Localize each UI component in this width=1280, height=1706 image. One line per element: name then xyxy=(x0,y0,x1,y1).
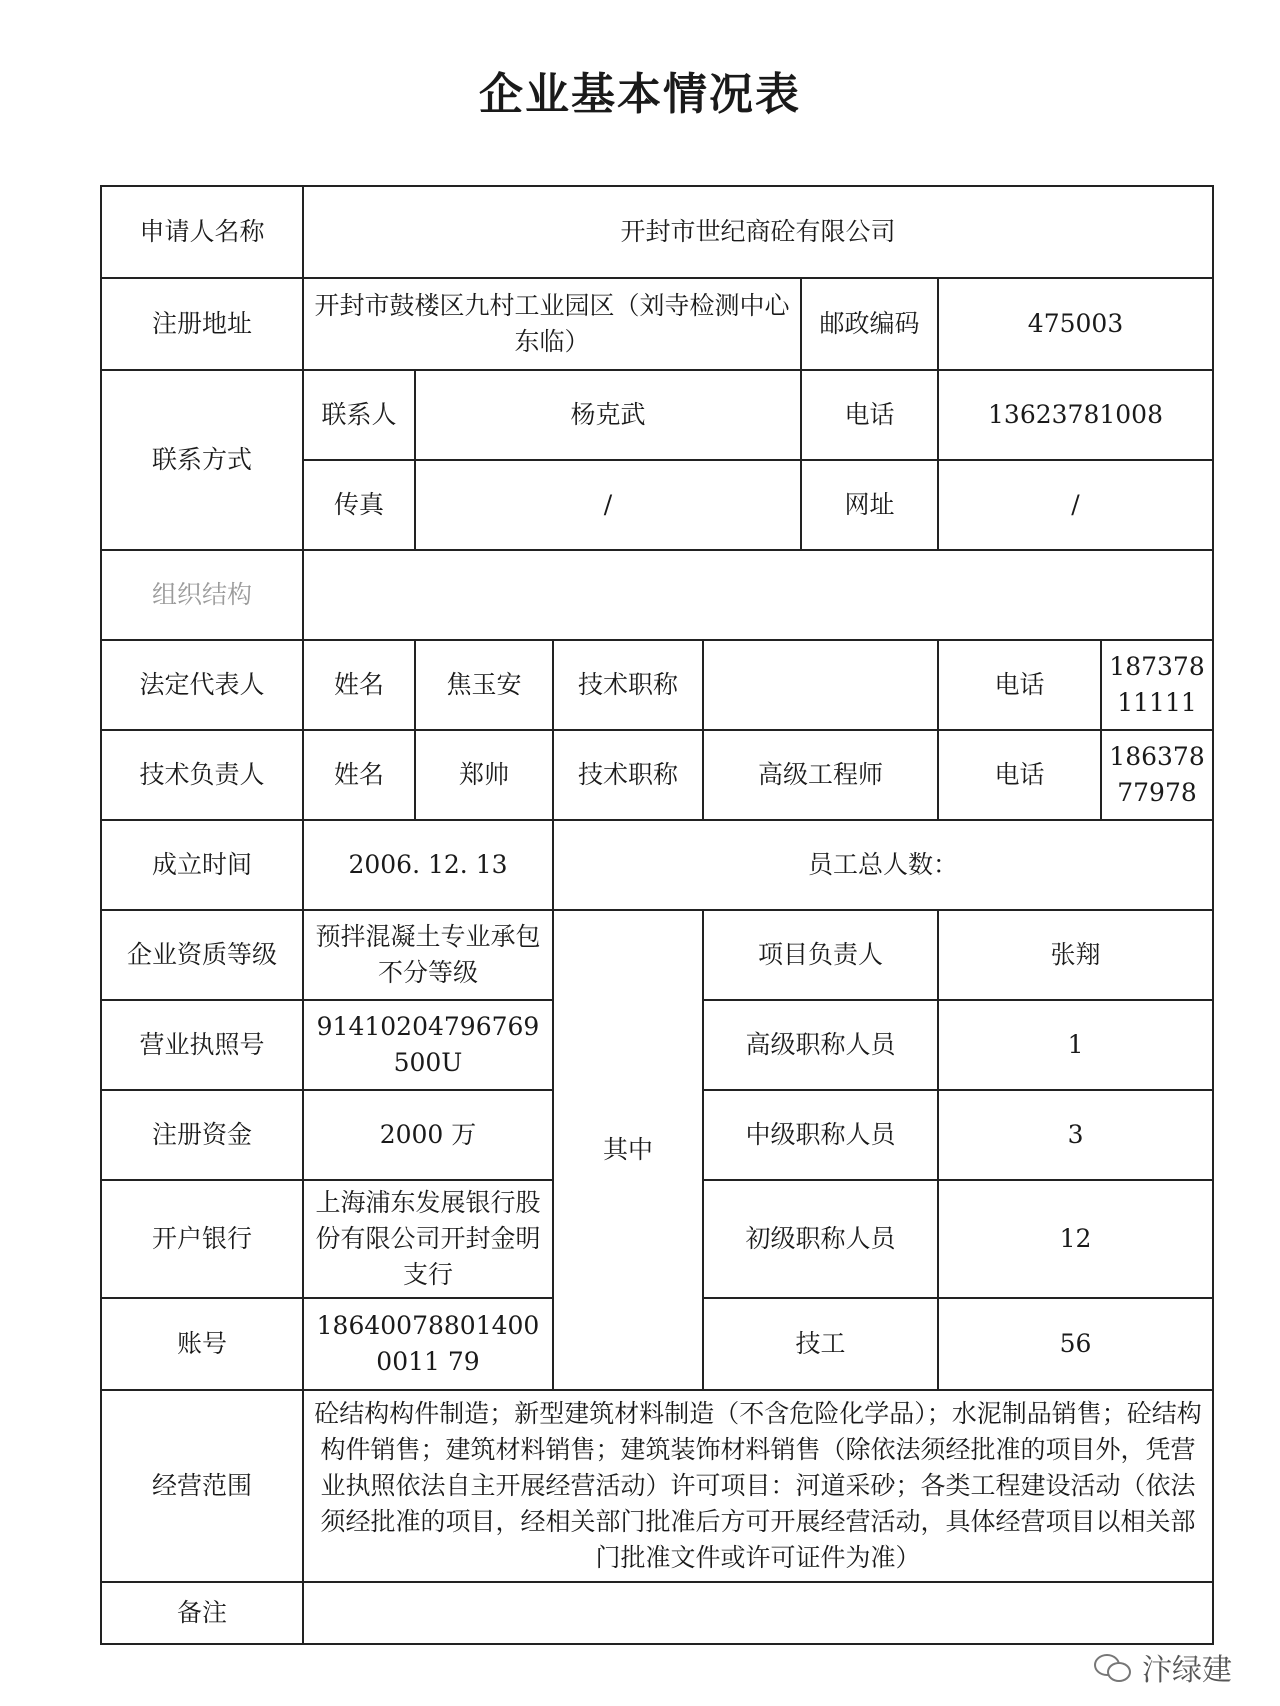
contact-person-label: 联系人 xyxy=(303,370,415,460)
junior-value: 12 xyxy=(938,1180,1213,1298)
staff-total-label: 员工总人数： xyxy=(553,820,1213,910)
bank-value: 上海浦东发展银行股份有限公司开封金明支行 xyxy=(303,1180,553,1298)
tech-lead-label: 技术负责人 xyxy=(101,730,303,820)
mid-value: 3 xyxy=(938,1090,1213,1180)
contact-row xyxy=(101,370,1213,460)
enterprise-info-table xyxy=(100,185,1214,1645)
tech-lead-title: 高级工程师 xyxy=(703,730,938,820)
contact-phone-label: 电话 xyxy=(801,370,938,460)
tech-worker-value: 56 xyxy=(938,1298,1213,1390)
senior-label: 高级职称人员 xyxy=(703,1000,938,1090)
legal-rep-name-label: 姓名 xyxy=(303,640,415,730)
project-lead-label: 项目负责人 xyxy=(703,910,938,1000)
qualification-label: 企业资质等级 xyxy=(101,910,303,1000)
legal-rep-label: 法定代表人 xyxy=(101,640,303,730)
address-value: 开封市鼓楼区九村工业园区（刘寺检测中心东临） xyxy=(303,278,801,370)
junior-label: 初级职称人员 xyxy=(703,1180,938,1298)
founded-value: 2006. 12. 13 xyxy=(303,820,553,910)
scope-value: 砼结构构件制造；新型建筑材料制造（不含危险化学品）；水泥制品销售；砼结构构件销售；建筑材料销售；建筑装饰材料销售（除依法须经批准的项目外，凭营业执照依法自主开展经营活动）许可项目：河道采砂；各类工程建设活动（依法须经批准的项目，经相关部门批准后方可开展经营活动，具体经营项目以相关部门批准文件或许可证件为准） xyxy=(303,1390,1213,1582)
tech-lead-row xyxy=(101,730,1213,820)
legal-rep-row xyxy=(101,640,1213,730)
postcode-label: 邮政编码 xyxy=(801,278,938,370)
remarks-label: 备注 xyxy=(101,1582,303,1644)
tech-lead-name-label: 姓名 xyxy=(303,730,415,820)
address-row xyxy=(101,278,1213,370)
page-title: 企业基本情况表 xyxy=(479,69,801,120)
tech-lead-name: 郑帅 xyxy=(415,730,553,820)
legal-rep-name: 焦玉安 xyxy=(415,640,553,730)
qualification-value: 预拌混凝土专业承包不分等级 xyxy=(303,910,553,1000)
web-value: / xyxy=(938,460,1213,550)
tech-lead-title-label: 技术职称 xyxy=(553,730,703,820)
legal-rep-title-label: 技术职称 xyxy=(553,640,703,730)
remarks-value xyxy=(303,1582,1213,1644)
license-label: 营业执照号 xyxy=(101,1000,303,1090)
account-label: 账号 xyxy=(101,1298,303,1390)
fax-value: / xyxy=(415,460,801,550)
license-value: 91410204796769500U xyxy=(303,1000,553,1090)
web-label: 网址 xyxy=(801,460,938,550)
contact-person-value: 杨克武 xyxy=(415,370,801,460)
legal-rep-phone-label: 电话 xyxy=(938,640,1101,730)
project-lead-value: 张翔 xyxy=(938,910,1213,1000)
remarks-row xyxy=(101,1582,1213,1644)
capital-label: 注册资金 xyxy=(101,1090,303,1180)
account-value: 186400788014000011 79 xyxy=(303,1298,553,1390)
applicant-label: 申请人名称 xyxy=(101,186,303,278)
qualification-row xyxy=(101,910,1213,1000)
address-label: 注册地址 xyxy=(101,278,303,370)
tech-lead-phone: 18637877978 xyxy=(1101,730,1213,820)
senior-value: 1 xyxy=(938,1000,1213,1090)
wechat-icon xyxy=(1094,1652,1132,1682)
tech-worker-label: 技工 xyxy=(703,1298,938,1390)
legal-rep-title xyxy=(703,640,938,730)
watermark xyxy=(1094,1645,1232,1689)
applicant-row xyxy=(101,186,1213,278)
scope-label: 经营范围 xyxy=(101,1390,303,1582)
legal-rep-phone: 18737811111 xyxy=(1101,640,1213,730)
bank-label: 开户银行 xyxy=(101,1180,303,1298)
among-label: 其中 xyxy=(553,910,703,1390)
contact-phone-value: 13623781008 xyxy=(938,370,1213,460)
founded-label: 成立时间 xyxy=(101,820,303,910)
org-label: 组织结构 xyxy=(101,550,303,640)
tech-lead-phone-label: 电话 xyxy=(938,730,1101,820)
org-row xyxy=(101,550,1213,640)
scope-row xyxy=(101,1390,1213,1582)
watermark-text: 汴绿建 xyxy=(1142,1653,1232,1688)
capital-value: 2000 万 xyxy=(303,1090,553,1180)
org-value xyxy=(303,550,1213,640)
contact-label: 联系方式 xyxy=(101,370,303,550)
fax-label: 传真 xyxy=(303,460,415,550)
applicant-value: 开封市世纪商砼有限公司 xyxy=(303,186,1213,278)
postcode-value: 475003 xyxy=(938,278,1213,370)
founded-row xyxy=(101,820,1213,910)
mid-label: 中级职称人员 xyxy=(703,1090,938,1180)
